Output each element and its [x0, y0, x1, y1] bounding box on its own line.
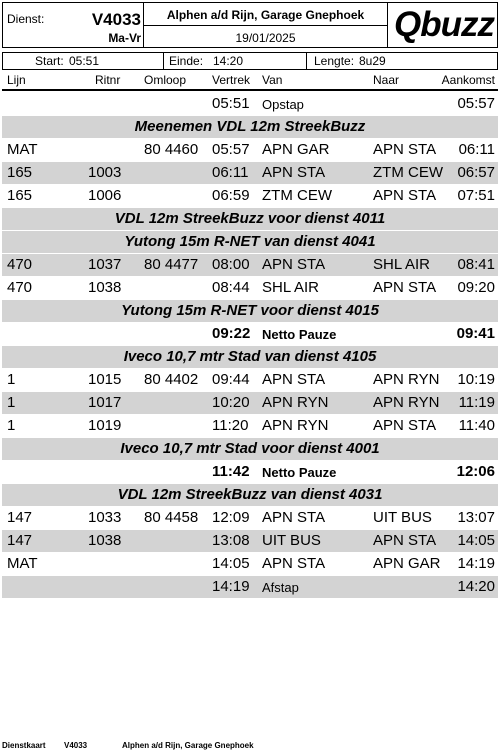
- cell-vertrek: 12:09: [212, 509, 250, 526]
- trip-row: [2, 162, 498, 184]
- service-date: 19/01/2025: [235, 31, 296, 45]
- cell-aankomst: 11:40: [458, 417, 495, 434]
- trip-row: [2, 415, 498, 437]
- cell-van: SHL AIR: [262, 279, 319, 296]
- header-divider: [387, 3, 388, 47]
- section-title-row: [2, 346, 498, 368]
- trip-row: [2, 139, 498, 161]
- section-title-row: [2, 231, 498, 253]
- cell-aankomst: 10:19: [457, 371, 495, 388]
- footer: [2, 741, 498, 755]
- trip-row: [2, 369, 498, 391]
- cell-naar: UIT BUS: [373, 509, 432, 526]
- section-title: Meenemen VDL 12m StreekBuzz: [134, 118, 366, 135]
- cell-ritnr: 1019: [88, 417, 122, 434]
- info-bar: [2, 52, 498, 70]
- cell-lijn: 147: [7, 509, 33, 526]
- cell-lijn: 1: [7, 371, 16, 388]
- cell-van: Netto Pauze: [262, 465, 337, 480]
- cell-naar: ZTM CEW: [373, 164, 443, 181]
- pause-row: [2, 461, 498, 483]
- cell-aankomst: 05:57: [457, 95, 495, 112]
- cell-naar: APN STA: [373, 279, 437, 296]
- cell-vertrek: 14:05: [212, 555, 250, 572]
- trip-row: [2, 507, 498, 529]
- cell-ritnr: 1006: [88, 187, 122, 204]
- cell-van: APN STA: [262, 509, 326, 526]
- cell-naar: APN RYN: [373, 394, 440, 411]
- trip-row: [2, 254, 498, 276]
- cell-ritnr: 1015: [88, 371, 122, 388]
- cell-aankomst: 09:20: [457, 279, 495, 296]
- section-title-row: [2, 484, 498, 506]
- section-title-row: [2, 116, 498, 138]
- cell-aankomst: 14:19: [457, 555, 495, 572]
- footer-garage: Alphen a/d Rijn, Garage Gnephoek: [122, 741, 254, 750]
- col-aankomst: Aankomst: [441, 73, 495, 87]
- cell-vertrek: 11:42: [212, 463, 250, 480]
- header-divider: [143, 25, 387, 26]
- cell-vertrek: 06:59: [212, 187, 250, 204]
- cell-aankomst: 14:20: [457, 578, 495, 595]
- lengte-value: 8u29: [359, 54, 386, 68]
- cell-naar: SHL AIR: [373, 256, 430, 273]
- start-value: 05:51: [69, 54, 100, 68]
- garage-name: Alphen a/d Rijn, Garage Gnephoek: [166, 8, 365, 22]
- footer-label: Dienstkaart: [2, 741, 46, 750]
- footer-dienst: V4033: [64, 741, 88, 750]
- cell-vertrek: 09:44: [212, 371, 250, 388]
- schedule-table: [2, 93, 498, 599]
- cell-van: Opstap: [262, 97, 304, 112]
- cell-van: UIT BUS: [262, 532, 321, 549]
- cell-aankomst: 08:41: [457, 256, 495, 273]
- col-lijn: Lijn: [7, 73, 26, 87]
- qbuzz-logo: Qbuzz: [394, 5, 494, 44]
- col-vertrek: Vertrek: [212, 73, 251, 87]
- cell-lijn: 470: [7, 256, 33, 273]
- section-title-row: [2, 300, 498, 322]
- section-title: VDL 12m StreekBuzz van dienst 4031: [117, 486, 383, 503]
- trip-row: [2, 93, 498, 115]
- dienst-days: Ma-Vr: [108, 31, 141, 45]
- cell-van: APN GAR: [262, 141, 330, 158]
- cell-lijn: 147: [7, 532, 33, 549]
- cell-vertrek: 05:57: [212, 141, 250, 158]
- cell-naar: APN GAR: [373, 555, 441, 572]
- cell-van: ZTM CEW: [262, 187, 332, 204]
- cell-vertrek: 11:20: [212, 417, 249, 434]
- info-divider: [163, 53, 164, 69]
- cell-aankomst: 13:07: [457, 509, 495, 526]
- cell-vertrek: 05:51: [212, 95, 250, 112]
- cell-aankomst: 06:57: [457, 164, 495, 181]
- info-divider: [306, 53, 307, 69]
- cell-omloop: 80 4477: [144, 256, 199, 273]
- trip-row: [2, 277, 498, 299]
- start-label: Start:: [35, 54, 64, 68]
- cell-van: APN STA: [262, 371, 326, 388]
- einde-value: 14:20: [213, 54, 244, 68]
- cell-ritnr: 1003: [88, 164, 122, 181]
- cell-naar: APN RYN: [373, 371, 440, 388]
- cell-lijn: 1: [7, 394, 16, 411]
- cell-lijn: 165: [7, 187, 33, 204]
- cell-lijn: 165: [7, 164, 33, 181]
- col-van: Van: [262, 73, 283, 87]
- cell-ritnr: 1033: [88, 509, 122, 526]
- cell-lijn: 470: [7, 279, 33, 296]
- cell-aankomst: 11:19: [458, 394, 495, 411]
- cell-ritnr: 1017: [88, 394, 122, 411]
- section-title: Iveco 10,7 mtr Stad van dienst 4105: [123, 348, 377, 365]
- section-title: Iveco 10,7 mtr Stad voor dienst 4001: [120, 440, 380, 457]
- einde-label: Einde:: [169, 54, 204, 68]
- cell-van: APN STA: [262, 555, 326, 572]
- cell-ritnr: 1037: [88, 256, 122, 273]
- cell-naar: APN STA: [373, 417, 437, 434]
- cell-aankomst: 07:51: [457, 187, 495, 204]
- section-title: Yutong 15m R-NET van dienst 4041: [124, 233, 376, 250]
- cell-omloop: 80 4460: [144, 141, 199, 158]
- row-gap: [2, 598, 498, 599]
- cell-omloop: 80 4458: [144, 509, 199, 526]
- section-title-row: [2, 208, 498, 230]
- cell-aankomst: 14:05: [457, 532, 495, 549]
- header-box: [2, 2, 498, 48]
- cell-vertrek: 06:11: [212, 164, 249, 181]
- cell-van: APN STA: [262, 164, 326, 181]
- trip-row: [2, 530, 498, 552]
- dienst-label: Dienst:: [7, 12, 45, 26]
- cell-ritnr: 1038: [88, 532, 122, 549]
- cell-naar: APN STA: [373, 187, 437, 204]
- cell-vertrek: 13:08: [212, 532, 250, 549]
- lengte-label: Lengte:: [314, 54, 355, 68]
- section-title: Yutong 15m R-NET voor dienst 4015: [121, 302, 379, 319]
- cell-lijn: 1: [7, 417, 16, 434]
- cell-van: APN STA: [262, 256, 326, 273]
- section-title: VDL 12m StreekBuzz voor dienst 4011: [114, 210, 386, 227]
- cell-naar: APN STA: [373, 532, 437, 549]
- cell-vertrek: 10:20: [212, 394, 250, 411]
- section-title-row: [2, 438, 498, 460]
- cell-van: Afstap: [262, 580, 299, 595]
- col-omloop: Omloop: [144, 73, 187, 87]
- trip-row: [2, 185, 498, 207]
- cell-lijn: MAT: [7, 555, 38, 572]
- cell-omloop: 80 4402: [144, 371, 199, 388]
- cell-van: APN RYN: [262, 394, 329, 411]
- cell-van: APN RYN: [262, 417, 329, 434]
- cell-vertrek: 14:19: [212, 578, 250, 595]
- cell-vertrek: 08:44: [212, 279, 250, 296]
- cell-aankomst: 09:41: [456, 325, 495, 342]
- column-headers: [2, 72, 498, 89]
- cell-aankomst: 12:06: [456, 463, 495, 480]
- cell-naar: APN STA: [373, 141, 437, 158]
- cell-vertrek: 09:22: [212, 325, 251, 342]
- col-naar: Naar: [373, 73, 400, 87]
- trip-row: [2, 576, 498, 598]
- col-ritnr: Ritnr: [95, 73, 121, 87]
- cell-vertrek: 08:00: [212, 256, 250, 273]
- header-rule: [2, 89, 498, 91]
- cell-ritnr: 1038: [88, 279, 122, 296]
- cell-lijn: MAT: [7, 141, 38, 158]
- pause-row: [2, 323, 498, 345]
- cell-aankomst: 06:11: [458, 141, 495, 158]
- cell-van: Netto Pauze: [262, 327, 337, 342]
- dienst-number: V4033: [91, 10, 141, 29]
- trip-row: [2, 392, 498, 414]
- trip-row: [2, 553, 498, 575]
